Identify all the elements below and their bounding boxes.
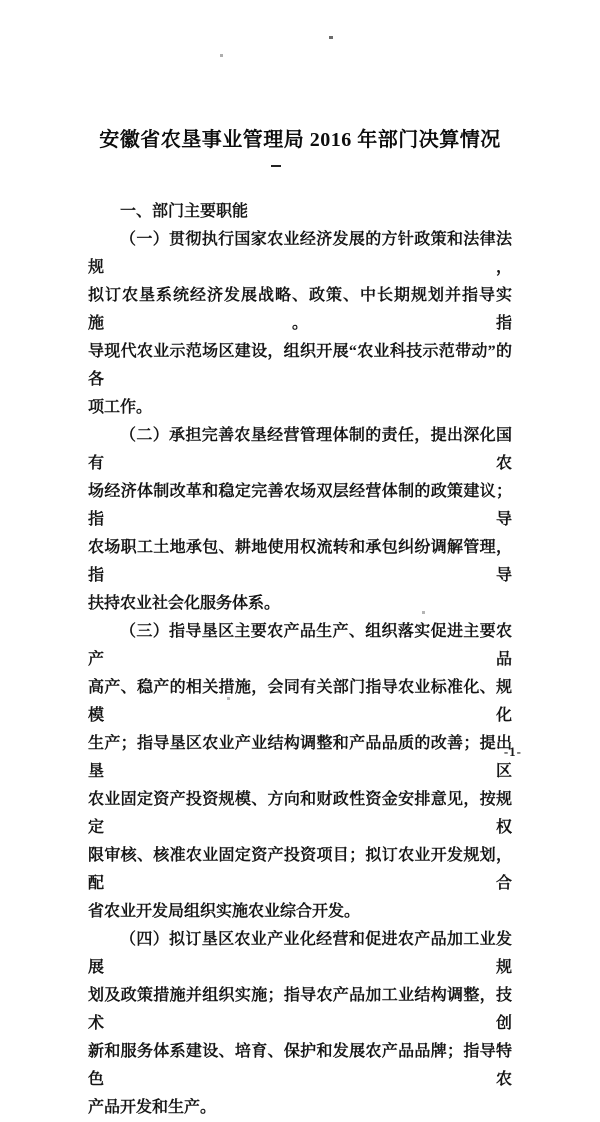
paragraph xyxy=(88,618,512,926)
paragraph-line: 划及政策措施并组织实施；指导农产品加工业结构调整，技术创 xyxy=(88,987,512,1032)
paragraph xyxy=(88,926,512,1122)
paragraph xyxy=(88,422,512,618)
paragraph-line: 扶持农业社会化服务体系。 xyxy=(88,595,281,612)
scan-artifact-dash xyxy=(271,165,281,167)
paragraph-line: 限审核、核准农业固定资产投资项目；拟订农业开发规划，配合 xyxy=(88,847,512,892)
paragraph-line: 项工作。 xyxy=(88,399,153,416)
page-number: -1- xyxy=(503,744,522,759)
paragraph-line: 生产；指导垦区农业产业结构调整和产品品质的改善；提出垦区 xyxy=(88,735,512,780)
paragraph-line: 省农业开发局组织实施农业综合开发。 xyxy=(88,903,361,920)
scan-speck xyxy=(329,36,333,39)
paragraph-line: 农业固定资产投资规模、方向和财政性资金安排意见，按规定权 xyxy=(88,791,512,836)
scan-speck xyxy=(220,54,223,57)
paragraph-line: 产品开发和生产。 xyxy=(88,1099,217,1116)
paragraph-line: （一）贯彻执行国家农业经济发展的方针政策和法律法规， xyxy=(88,231,512,276)
paragraph-line: 导现代农业示范场区建设，组织开展“农业科技示范带动”的各 xyxy=(88,343,512,388)
paragraph-line: （三）指导垦区主要农产品生产、组织落实促进主要农产品 xyxy=(88,623,512,668)
paragraph-line: 农场职工土地承包、耕地使用权流转和承包纠纷调解管理，指导 xyxy=(88,539,512,584)
section-heading: 一、部门主要职能 xyxy=(120,203,249,220)
paragraph-line: 新和服务体系建设、培育、保护和发展农产品品牌；指导特色农 xyxy=(88,1043,512,1088)
document-title: 安徽省农垦事业管理局 2016 年部门决算情况 xyxy=(99,129,501,151)
paragraph-line: 高产、稳产的相关措施，会同有关部门指导农业标准化、规模化 xyxy=(88,679,512,724)
paragraph-line: 拟订农垦系统经济发展战略、政策、中长期规划并指导实施。指 xyxy=(88,287,512,332)
paragraph-line: （四）拟订垦区农业产业化经营和促进农产品加工业发展规 xyxy=(88,931,512,976)
document-body xyxy=(88,198,512,1122)
paragraph xyxy=(88,226,512,422)
paragraph-line: （二）承担完善农垦经营管理体制的责任，提出深化国有农 xyxy=(88,427,512,472)
paragraph-line: 场经济体制改革和稳定完善农场双层经营体制的政策建议；指导 xyxy=(88,483,512,528)
